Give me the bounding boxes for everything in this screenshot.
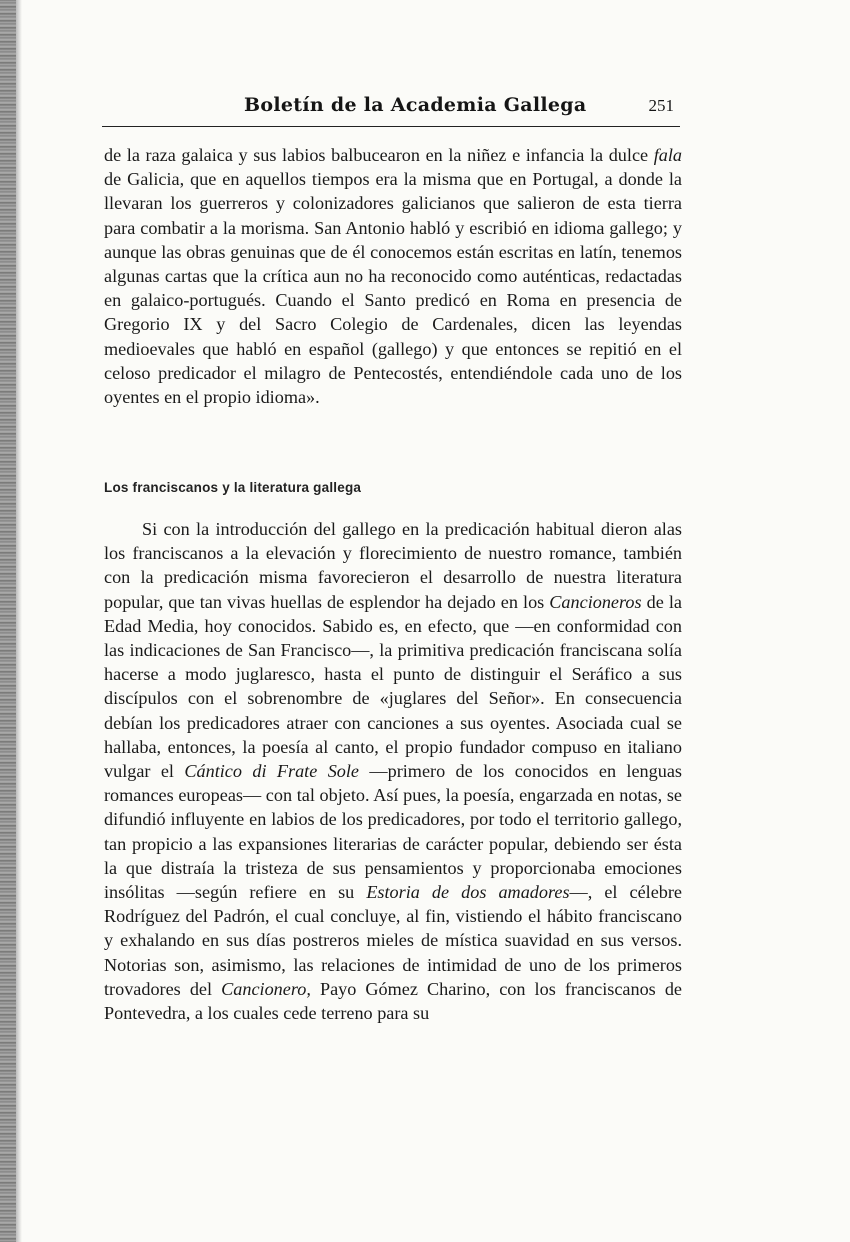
text-run: de la raza galaica y sus labios balbucearon en la niñez e infancia la dulce xyxy=(104,145,654,165)
paragraph-1 xyxy=(104,143,682,409)
italic-title: Estoria de dos amadores xyxy=(366,882,570,903)
italic-title: Cancionero, xyxy=(221,978,311,999)
page-header xyxy=(102,90,680,127)
text-run: de la Edad Media, hoy conocidos. Sabido es, en efecto, que —en conformidad con las indicaciones de San Francisco—, la primitiva predicación franciscana solía hacerse a modo juglaresco, hasta el punto de distinguir el Seráfico a sus discípulos con el sobrenombre de «juglares del Señor». En consecuencia debían los predicadores atraer con canciones a sus oyentes. Asociada cual se hallaba, entonces, la poesía al canto, el propio fundador compuso en italiano vulgar el xyxy=(104,591,682,782)
paragraph-2 xyxy=(104,517,682,1025)
page-number: 251 xyxy=(648,96,674,115)
text-run: —, el célebre Rodríguez del Padrón, el cual concluye, al fin, vistiendo el hábito franciscano y exhalando en sus días postreros mieles de mística suavidad en sus versos. Notorias son, asimismo, las relaciones de intimidad de uno de los primeros trovadores del xyxy=(104,882,682,999)
text-run: de Galicia, que en aquellos tiempos era la misma que en Portugal, a donde la llevaran los guerreros y colonizadores galicianos que salieron de esta tierra para combatir a la morisma. San Antonio habló y escribió en idioma gallego; y aunque las obras genuinas que de él conocemos están escritas en latín, tenemos algunas cartas que la crítica aun no ha reconocido como auténticas, redactadas en galaico-portugués. Cuando el Santo predicó en Roma en presencia de Gregorio IX y del Sacro Colegio de Cardenales, dicen las leyendas medioevales que habló en español (gallego) y que entonces se repitió en el celoso predicador el milagro de Pentecostés, entendiéndole cada uno de los oyentes en el propio idioma». xyxy=(104,169,682,408)
text-run: —primero de los conocidos en lenguas romances europeas— con tal objeto. Así pues, la poesía, engarzada en notas, se difundió influyente en labios de los predicadores, por todo el territorio gallego, tan propicio a las expansiones literarias de carácter popular, debiendo ser ésta la que distraía la tristeza de sus pensamientos y proporcionaba emociones insólitas —según refiere en su xyxy=(104,761,682,903)
running-head: Boletín de la Academia Gallega xyxy=(244,94,587,116)
italic-title: Cancioneros xyxy=(549,591,642,612)
section-heading: Los franciscanos y la literatura gallega xyxy=(104,480,362,495)
text-run: Si con la introducción del gallego en la predicación habitual dieron alas los franciscanos a la elevación y florecimiento de nuestro romance, también con la predicación misma favorecieron el desarrollo de nuestra literatura popular, que tan vivas huellas de esplendor ha dejado en los xyxy=(104,519,682,612)
italic-title: Cántico di Frate Sole xyxy=(184,761,360,782)
italic-term: fala xyxy=(653,145,682,165)
text-run: Payo Gómez Charino, con los franciscanos de Pontevedra, a los cuales cede terreno para su xyxy=(104,978,682,1024)
scanned-page-edge xyxy=(0,0,16,1242)
page-edge-shadow xyxy=(16,0,22,1242)
